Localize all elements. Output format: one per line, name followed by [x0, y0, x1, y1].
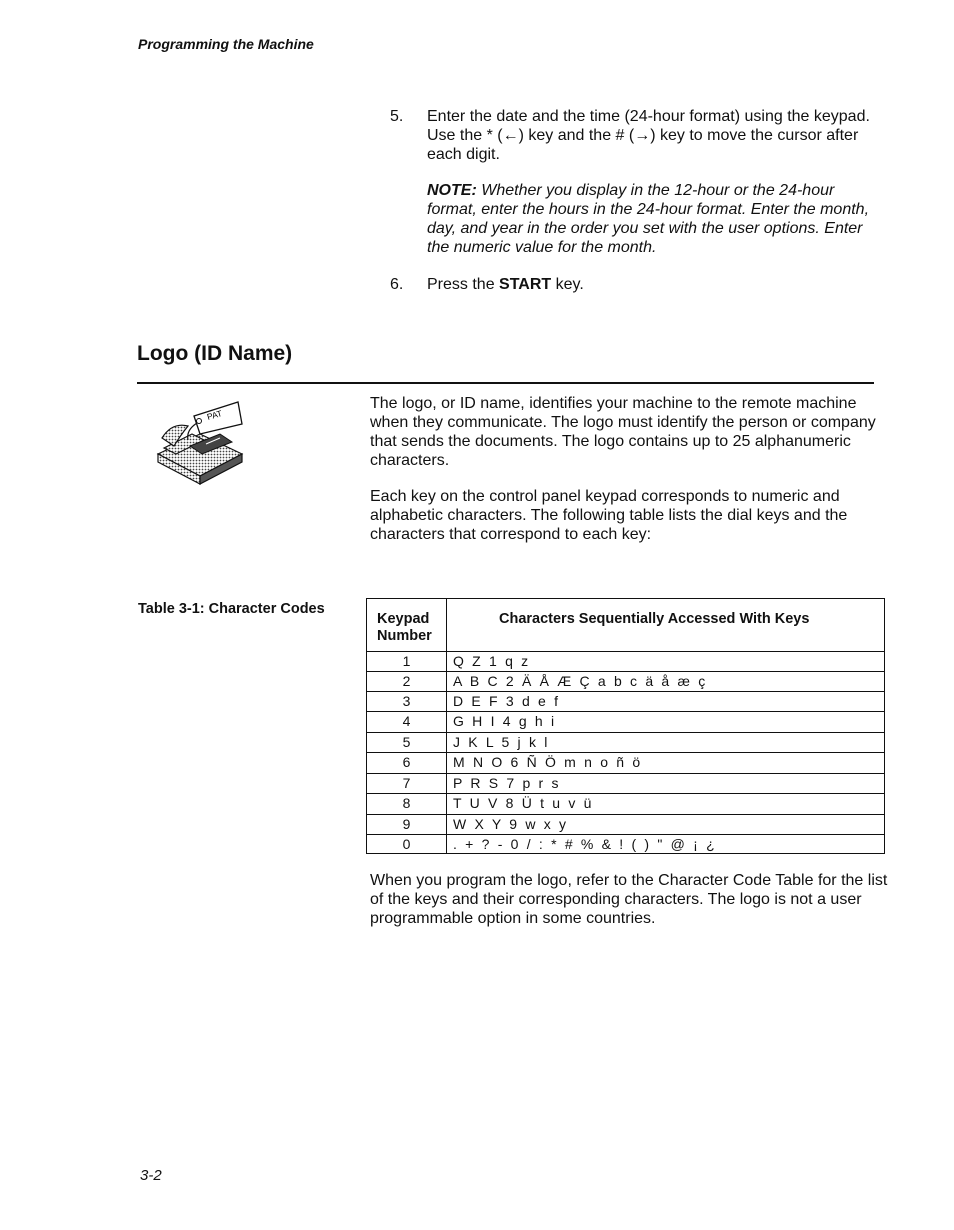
note-text: Whether you display in the 12-hour or the 24-hour format, enter the hours in the 24-hour format. Enter the month, day, and year in the order you set with the user options. Enter the numeric value for the month.	[427, 182, 870, 256]
table-row	[367, 793, 884, 813]
row-key: 2	[402, 673, 411, 689]
row-chars: T U V 8 Ü t u v ü	[453, 795, 592, 811]
row-key: 3	[402, 693, 411, 709]
start-key-label: START	[499, 276, 552, 293]
row-chars: M N O 6 Ñ Ö m n o ñ ö	[453, 754, 641, 770]
row-chars: . + ? - 0 / : * # % & ! ( ) " @ ¡ ¿	[453, 836, 715, 852]
row-key: 4	[402, 713, 411, 729]
row-chars: D E F 3 d e f	[453, 693, 559, 709]
step-text-after: key.	[551, 276, 584, 293]
row-chars: W X Y 9 w x y	[453, 816, 567, 832]
table-row	[367, 732, 884, 752]
section-title: Logo (ID Name)	[137, 342, 293, 365]
keypad-paragraph: Each key on the control panel keypad corresponds to numeric and alphabetic characters. The following table lists the dial keys and the characters that correspond to each key:	[370, 488, 848, 543]
header-keypad-number: Keypad Number	[377, 611, 432, 644]
row-key: 8	[402, 795, 411, 811]
running-header: Programming the Machine	[138, 36, 314, 52]
table-row	[367, 814, 884, 834]
intro-paragraph: The logo, or ID name, identifies your machine to the remote machine when they communicate. The logo must identify the person or company that sends the documents. The logo contains up to 25 alphanumeric characters.	[370, 395, 876, 469]
row-key: 0	[402, 836, 411, 852]
row-key: 7	[402, 775, 411, 791]
note-label: NOTE:	[427, 182, 477, 199]
row-key: 6	[402, 754, 411, 770]
page-number: 3-2	[140, 1167, 162, 1184]
row-chars: J K L 5 j k l	[453, 734, 548, 750]
row-key: 1	[402, 653, 411, 669]
step-text: Enter the date and the time (24-hour format) using the keypad. Use the * (←) key and the # (→) key to move the cursor after each digit.	[427, 108, 870, 163]
section-divider	[137, 382, 874, 384]
table-row	[367, 711, 884, 731]
character-code-table	[366, 598, 885, 854]
step-text-before: Press the	[427, 276, 500, 293]
tag-label: PAT	[205, 408, 224, 422]
step-text	[427, 275, 877, 294]
closing-paragraph: When you program the logo, refer to the Character Code Table for the list of the keys and their corresponding characters. The logo is not a user programmable option in some countries.	[370, 872, 888, 927]
row-chars: G H I 4 g h i	[453, 713, 555, 729]
table-row	[367, 651, 884, 671]
row-chars: Q Z 1 q z	[453, 653, 529, 669]
row-chars: A B C 2 Ä Å Æ Ç a b c ä å æ ç	[453, 673, 706, 689]
header-characters: Characters Sequentially Accessed With Keys	[499, 611, 810, 627]
row-chars: P R S 7 p r s	[453, 775, 559, 791]
table-row	[367, 773, 884, 793]
step-number: 6.	[390, 276, 404, 293]
fax-machine-illustration	[150, 396, 260, 492]
note-block	[427, 181, 887, 257]
row-key: 5	[402, 734, 411, 750]
step-number: 5.	[390, 108, 404, 125]
row-key: 9	[402, 816, 411, 832]
table-row	[367, 752, 884, 772]
table-caption: Table 3-1: Character Codes	[138, 601, 325, 617]
table-row	[367, 691, 884, 711]
table-row	[367, 671, 884, 691]
table-row	[367, 834, 884, 854]
